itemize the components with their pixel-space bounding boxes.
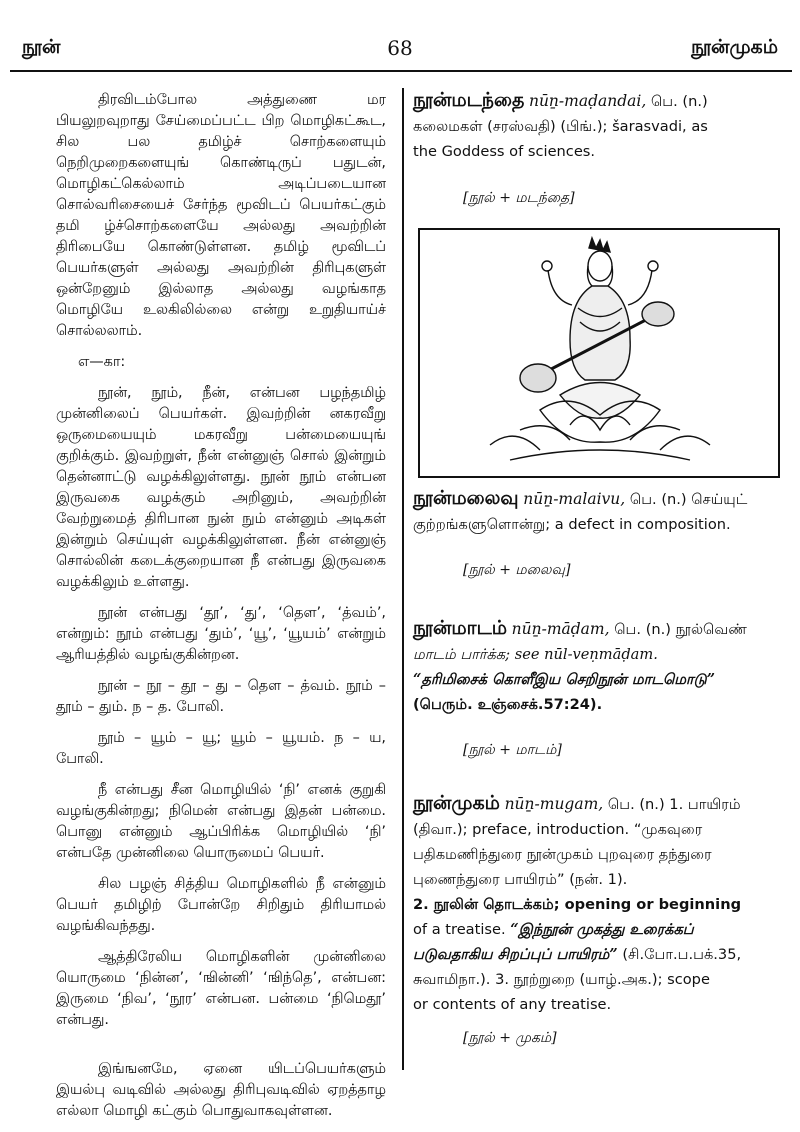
headword: நூன்மலைவு <box>413 487 519 509</box>
dictionary-entry <box>413 791 783 1017</box>
citation: (பெரும். உஞ்சைக்.57:24). <box>413 696 603 713</box>
definition-line: 2. நூலின் தொடக்கம்; opening or beginning <box>413 896 742 913</box>
part-of-speech: பெ. (n.) <box>614 621 671 638</box>
headword: நூன்மாடம் <box>413 617 507 639</box>
header-right-word: நூன்முகம் <box>691 36 778 58</box>
definition-text: நூல்வெண் <box>675 621 747 638</box>
transliteration: nūṉ-malaivu, <box>523 490 626 508</box>
definition-line: புணைந்துரை பாயிரம்” (நன். 1). <box>413 871 628 888</box>
paragraph: நூன், நூம், நீன், என்பன பழந்தமிழ் முன்னிலைப் பெயர்கள். இவற்றின் னகரவீறு ஒருமையையும் மகரவீறு பன்மையையுங் குறிக்கும். இவற்றுள், நீன் என்னுஞ் சொல் இன்றும் தென்னாட்டு வழக்கிலுள்ளது. நூன் நூம் என்பன இருவகை வழக்கும் அறினும், அவற்றின் வேற்றுமைத் திரிபான நுன் நும் என்னும் அடிகள் இன்றும் செய்யுள் வழக்கிலுள்ளன. நீன் என்னுஞ் சொல்லின் கடைக்குறையான நீ என்பது இருவகை வழக்கிலும் உள்ளது. <box>56 385 386 590</box>
etymology: [நூல் + முகம்] <box>463 1030 557 1046</box>
dictionary-entry <box>413 486 783 537</box>
transliteration: nūṉ-maḍandai, <box>528 92 647 110</box>
definition-line: பதிகமணிந்துரை நூன்முகம் புறவுரை தந்துரை <box>413 846 712 863</box>
column-divider <box>402 88 404 1070</box>
part-of-speech: பெ. (n.) <box>629 491 687 508</box>
etymology: [நூல் + மலைவு] <box>463 562 571 578</box>
cross-reference: மாடம் பார்க்க; <box>413 646 511 663</box>
transliteration: nūṉ-māḍam, <box>511 620 610 638</box>
etymology: [நூல் + மடந்தை] <box>463 190 575 206</box>
dictionary-entry <box>413 88 783 164</box>
dictionary-entry <box>413 616 783 717</box>
definition-line: the Goddess of sciences. <box>413 143 596 160</box>
citation: (சி.போ.ப.பக்.35, <box>622 946 742 963</box>
quotation: “தரிமிசைக் கொளீஇய செறிநூன் மாடமொடு” <box>413 671 716 688</box>
definition-text: of a treatise. <box>413 921 506 938</box>
page-number: 68 <box>387 36 413 60</box>
paragraph: ஆத்திரேலிய மொழிகளின் முன்னிலை யொருமை ‘நின்ன’, ‘ஙின்னி’ ‘ஙிந்தெ’, என்பன: இருமை ‘நிவ’, ‘நூர’ என்பன. பன்மை ‘நிமெதூ’ என்பது. <box>56 949 386 1028</box>
paragraph: இங்ஙனமே, ஏனை யிடப்பெயர்களும் இயல்பு வடிவில் அல்லது திரிபுவடிவில் ஏறத்தாழ எல்லா மொழி கட்கும் பொதுவாகவுள்ளன. <box>56 1061 386 1119</box>
headword: நூன்மடந்தை <box>413 89 525 111</box>
etymology: [நூல் + மாடம்] <box>463 742 562 758</box>
header-rule <box>10 70 792 72</box>
part-of-speech: பெ. (n.) <box>650 93 708 110</box>
saraswati-illustration <box>420 230 778 476</box>
definition-line: குற்றங்களுளொன்று; a defect in composition. <box>413 516 731 533</box>
header-left-word: நூன் <box>22 36 61 58</box>
definition-text: 1. பாயிரம் <box>669 796 741 813</box>
definition-text: செய்யுட் <box>691 491 748 508</box>
part-of-speech: பெ. (n.) <box>607 796 665 813</box>
paragraph: நூன் என்பது ‘தூ’, ‘து’, ‘தௌ’, ‘த்வம்’, என்றும்: நூம் என்பது ‘தும்’, ‘யூ’, ‘யூயம்’ என்றும் ஆரியத்தில் வழங்குகின்றன. <box>56 605 386 663</box>
paragraph: நூம் – யூம் – யூ; யூம் – யூயம். ந – ய, போலி. <box>56 730 386 767</box>
example-label: எ—கா: <box>78 354 126 370</box>
quotation: “இந்நூன் முகத்து உரைக்கப் <box>510 921 694 938</box>
paragraph: நீ என்பது சீன மொழியில் ‘நி’ எனக் குறுகி வழங்குகின்றது; நிமென் என்பது இதன் பன்மை. பொனு என்னும் ஆப்பிரிக்க மொழியில் ‘நி’ என்பதே முன்னிலை யொருமைப் பெயர். <box>56 782 386 861</box>
paragraph: சில பழஞ் சித்திய மொழிகளில் நீ என்னும் பெயர் தமிழிற் போன்றே சிறிதும் திரியாமல் வழங்கிவந்தது. <box>56 876 386 934</box>
paragraph: நூன் – நூ – தூ – து – தௌ – த்வம். நூம் – தூம் – தும். ந – த. போலி. <box>56 678 386 715</box>
definition-text: see nūl-veṇmāḍam. <box>514 646 658 663</box>
definition-line: சுவாமிநா.). 3. நூற்றுறை (யாழ்.அக.); scope <box>413 971 710 988</box>
definition-line: (திவா.); preface, introduction. “முகவுரை <box>413 821 703 838</box>
headword: நூன்முகம் <box>413 792 500 814</box>
transliteration: nūṉ-mugam, <box>504 795 604 813</box>
paragraph: திரவிடம்போல அத்துணை மர பியலுறவுறாது சேய்மைப்பட்ட பிற மொழிகட்கூட, சில பல தமிழ்ச் சொற்களையும் நெறிமுறைகளையுங் கொண்டிருப் பதுடன், மொழிகட்கெல்லாம் அடிப்படையான சொல்வரிசையைச் சேர்ந்த மூவிடப் பெயர்கட்கும் தமி ழ்ச்சொற்களையே அல்லது அவற்றின் திரிபையே கொண்டுள்ளன. தமிழ் மூவிடப் பெயர்களுள் அல்லது அவற்றின் திரிபுகளுள் ஒன்றேனும் இல்லாத அல்லது வழங்காத மொழியே உலகிலில்லை என்று உறுதியாய்ச் சொல்லலாம். <box>56 92 386 339</box>
left-column <box>56 90 386 1132</box>
definition-line: கலைமகள் (சரஸ்வதி) (பிங்.); šarasvadi, as <box>413 118 708 135</box>
definition-line: or contents of any treatise. <box>413 996 612 1013</box>
quotation: படுவதாகிய சிறப்புப் பாயிரம்” <box>413 946 618 963</box>
saraswati-illustration-frame <box>418 228 780 478</box>
